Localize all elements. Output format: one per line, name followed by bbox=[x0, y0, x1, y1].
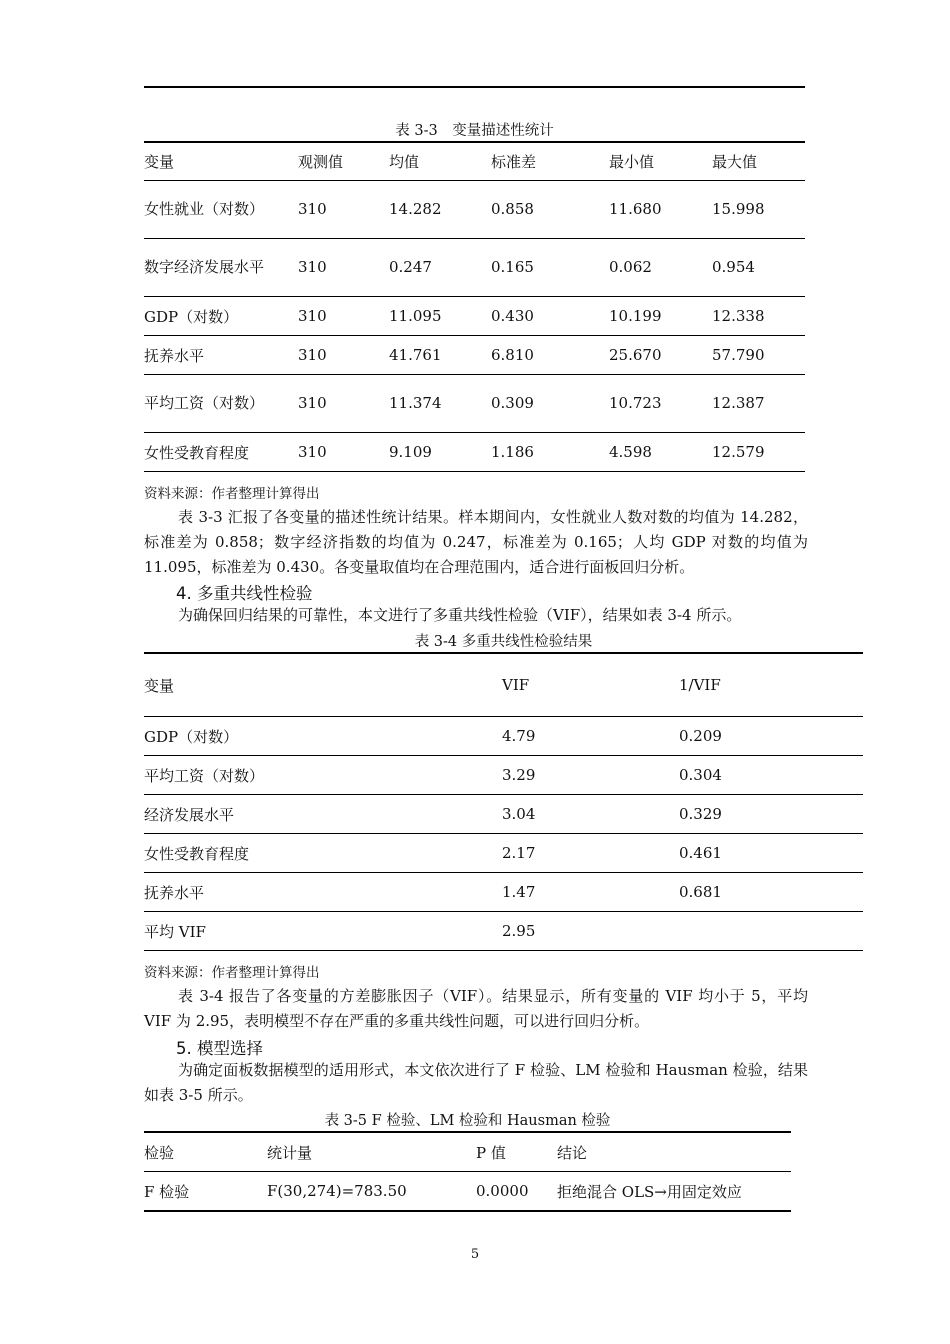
table-cell: 10.199 bbox=[609, 297, 712, 336]
table-cell: 310 bbox=[298, 297, 389, 336]
table-cell: 0.430 bbox=[491, 297, 609, 336]
header-cell: VIF bbox=[502, 653, 679, 717]
table-cell: 310 bbox=[298, 239, 389, 297]
top-rule bbox=[144, 86, 805, 88]
table-cell: 1.186 bbox=[491, 433, 609, 472]
table-cell: 1.47 bbox=[502, 873, 679, 912]
table-cell: 0.461 bbox=[679, 834, 863, 873]
table-row bbox=[144, 834, 863, 873]
table-cell: 拒绝混合 OLS→用固定效应 bbox=[557, 1172, 791, 1212]
table-row bbox=[144, 795, 863, 834]
section-heading-multicollinearity: 4. 多重共线性检验 bbox=[176, 584, 313, 603]
table-cell: 0.954 bbox=[712, 239, 805, 297]
table-cell: 0.329 bbox=[679, 795, 863, 834]
table-cell: 41.761 bbox=[389, 336, 491, 375]
table-cell: 3.29 bbox=[502, 756, 679, 795]
table-cell: 4.598 bbox=[609, 433, 712, 472]
page-number: 5 bbox=[470, 1247, 480, 1262]
header-cell: 结论 bbox=[557, 1132, 791, 1172]
table-cell: GDP（对数） bbox=[144, 297, 298, 336]
table-cell: 4.79 bbox=[502, 717, 679, 756]
table-row bbox=[144, 375, 805, 433]
table-cell: 平均工资（对数） bbox=[144, 375, 298, 433]
table-cell: 310 bbox=[298, 336, 389, 375]
table-cell: 310 bbox=[298, 181, 389, 239]
header-cell: 观测值 bbox=[298, 142, 389, 181]
table-cell: 平均工资（对数） bbox=[144, 756, 502, 795]
header-cell: 最小值 bbox=[609, 142, 712, 181]
table-cell: 抚养水平 bbox=[144, 873, 502, 912]
table-cell: F 检验 bbox=[144, 1172, 267, 1212]
table-3-3-source-note: 资料来源：作者整理计算得出 bbox=[144, 486, 320, 502]
table-row bbox=[144, 873, 863, 912]
table-cell: 0.309 bbox=[491, 375, 609, 433]
table-cell: 0.247 bbox=[389, 239, 491, 297]
header-cell: 检验 bbox=[144, 1132, 267, 1172]
table-cell: 女性就业（对数） bbox=[144, 181, 298, 239]
table-cell: 310 bbox=[298, 375, 389, 433]
table-cell: 数字经济发展水平 bbox=[144, 239, 298, 297]
table-header-row bbox=[144, 653, 863, 717]
table-cell: 2.95 bbox=[502, 912, 679, 951]
table-row bbox=[144, 181, 805, 239]
paragraph-model-selection-intro: 为确定面板数据模型的适用形式，本文依次进行了 F 检验、LM 检验和 Hausman 检验，结果如表 3-5 所示。 bbox=[144, 1061, 808, 1104]
table-row bbox=[144, 912, 863, 951]
table-cell bbox=[679, 912, 863, 951]
table-cell: 3.04 bbox=[502, 795, 679, 834]
table-header-row bbox=[144, 142, 805, 181]
table-cell: 平均 VIF bbox=[144, 912, 502, 951]
table-3-5 bbox=[144, 1131, 791, 1212]
table-3-3-caption: 表 3-3 变量描述性统计 bbox=[395, 123, 554, 139]
header-cell: 最大值 bbox=[712, 142, 805, 181]
table-cell: 0.165 bbox=[491, 239, 609, 297]
table-cell: 9.109 bbox=[389, 433, 491, 472]
table-3-3 bbox=[144, 141, 805, 472]
table-row bbox=[144, 717, 863, 756]
header-cell: 均值 bbox=[389, 142, 491, 181]
table-cell: 25.670 bbox=[609, 336, 712, 375]
table-cell: 经济发展水平 bbox=[144, 795, 502, 834]
table-3-4-caption: 表 3-4 多重共线性检验结果 bbox=[414, 634, 593, 650]
table-cell: 2.17 bbox=[502, 834, 679, 873]
section-heading-model-selection: 5. 模型选择 bbox=[176, 1039, 263, 1058]
table-cell: 0.209 bbox=[679, 717, 863, 756]
table-cell: 310 bbox=[298, 433, 389, 472]
table-cell: 12.579 bbox=[712, 433, 805, 472]
table-cell: 6.810 bbox=[491, 336, 609, 375]
header-cell: 1/VIF bbox=[679, 653, 863, 717]
table-row bbox=[144, 297, 805, 336]
paragraph-vif-intro: 为确保回归结果的可靠性，本文进行了多重共线性检验（VIF），结果如表 3-4 所示。 bbox=[178, 606, 742, 624]
table-row bbox=[144, 756, 863, 795]
table-row bbox=[144, 239, 805, 297]
table-cell: 抚养水平 bbox=[144, 336, 298, 375]
header-cell: 统计量 bbox=[267, 1132, 476, 1172]
table-cell: 12.338 bbox=[712, 297, 805, 336]
table-cell: 0.304 bbox=[679, 756, 863, 795]
table-3-5-caption: 表 3-5 F 检验、LM 检验和 Hausman 检验 bbox=[324, 1113, 611, 1129]
table-cell: 11.680 bbox=[609, 181, 712, 239]
table-3-4-source-note: 资料来源：作者整理计算得出 bbox=[144, 965, 320, 981]
table-cell: 57.790 bbox=[712, 336, 805, 375]
table-cell: 0.858 bbox=[491, 181, 609, 239]
table-cell: 15.998 bbox=[712, 181, 805, 239]
table-cell: 14.282 bbox=[389, 181, 491, 239]
header-cell: 变量 bbox=[144, 653, 502, 717]
table-cell: 女性受教育程度 bbox=[144, 433, 298, 472]
table-cell: F(30,274)=783.50 bbox=[267, 1172, 476, 1212]
table-cell: 11.095 bbox=[389, 297, 491, 336]
table-row bbox=[144, 1172, 791, 1212]
table-cell: 0.062 bbox=[609, 239, 712, 297]
paragraph-table-3-3-summary: 表 3-3 汇报了各变量的描述性统计结果。样本期间内，女性就业人数对数的均值为 14.282，标准差为 0.858；数字经济指数的均值为 0.247，标准差为 0.165；人均 GDP 对数的均值为 11.095，标准差为 0.430。各变量取值均在合理范围内，适合进行面板回归分析。 bbox=[144, 508, 808, 576]
header-cell: 标准差 bbox=[491, 142, 609, 181]
table-cell: GDP（对数） bbox=[144, 717, 502, 756]
table-cell: 女性受教育程度 bbox=[144, 834, 502, 873]
table-cell: 0.0000 bbox=[476, 1172, 557, 1212]
header-cell: P 值 bbox=[476, 1132, 557, 1172]
header-cell: 变量 bbox=[144, 142, 298, 181]
table-cell: 10.723 bbox=[609, 375, 712, 433]
table-row bbox=[144, 433, 805, 472]
table-row bbox=[144, 336, 805, 375]
paragraph-vif-result: 表 3-4 报告了各变量的方差膨胀因子（VIF）。结果显示，所有变量的 VIF 均小于 5，平均 VIF 为 2.95，表明模型不存在严重的多重共线性问题，可以进行回归分析。 bbox=[144, 987, 808, 1030]
table-3-4 bbox=[144, 652, 863, 951]
table-cell: 11.374 bbox=[389, 375, 491, 433]
table-cell: 0.681 bbox=[679, 873, 863, 912]
table-cell: 12.387 bbox=[712, 375, 805, 433]
table-header-row bbox=[144, 1132, 791, 1172]
